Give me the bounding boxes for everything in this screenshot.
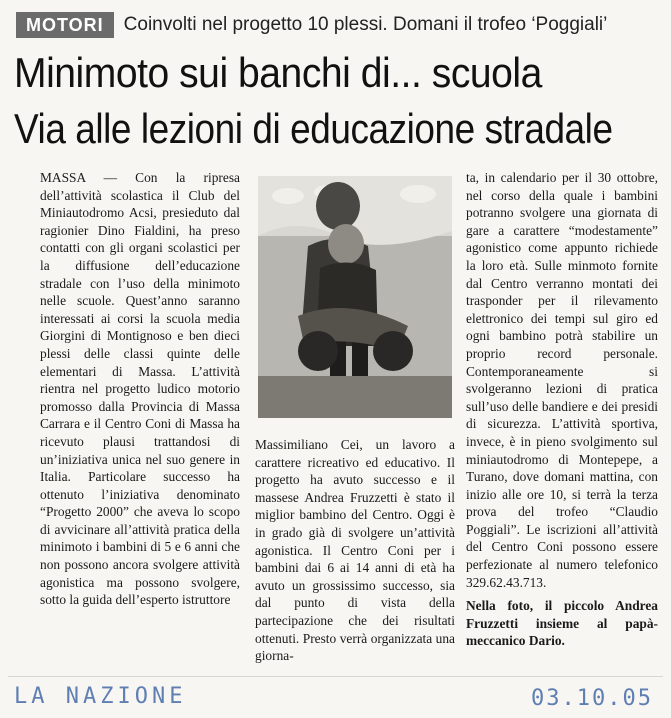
photo-image xyxy=(258,176,452,418)
column-1-text: MASSA — Con la ripresa dell’attività scolastica il Club del Miniautodromo Acsi, presieduto dal ragionier Dino Fialdini, ha preso contatti con gli organi scolastici per la diffusione dell’educazione stradale con l’uso della minimoto nelle scuole. Quest’anno saranno interessati ai corsi la scuola media Giorgini di Montignoso e ben dieci plessi delle classi quinte delle elementari di Massa. L’attività rientra nel progetto ludico motorio promosso dalla Provincia di Massa Carrara e il Centro Coni di Massa ha ricevuto plausi trattandosi di un’iniziativa unica nel suo genere in Italia. Particolare successo ha ottenuto l’iniziativa denominato “Progetto 2000” che aveva lo scopo di avvicinare all’attività pratica della minimoto i bambini di 5 e 6 anni che non possono ancora svolgere attività agonistica ma possono svolgere, sotto la guida dell’esperto istruttore xyxy=(40,170,240,608)
article-column-1 xyxy=(40,169,240,609)
kicker-text: Coinvolti nel progetto 10 plessi. Domani il trofeo ‘Poggiali’ xyxy=(123,14,608,35)
photo-caption: Nella foto, il piccolo Andrea Fruzzetti insieme al papà-meccanico Dario. xyxy=(466,598,658,649)
column-3-text: ta, in calendario per il 30 ottobre, nel corso della quale i bambini potranno svolgere una giornata di gare a carattere “modestamente” agonistico come appunto richiede la loro età. Sulle minmoto fornite dal Centro verranno montati dei trasponder per il rilevamento elettronico dei tempi sul giro ed ogni bambino potrà stabilire un proprio record personale. Contemporaneamente si svolgeranno lezioni di pratica sull’uso delle bandiere e dei presidi di sicurezza. L’attività sportiva, invece, è in pieno svolgimento sul miniautodromo di Montepepe, a Turano, dove domani mattina, con inizio alle ore 10, si terrà la terza prova del trofeo “Claudio Poggiali”. Le iscrizioni all’attività del Centro Coni possono essere perfezionate al numero telefonico 329.62.43.713. xyxy=(466,170,658,590)
column-2-text: Massimiliano Cei, un lavoro a carattere ricreativo ed educativo. Il progetto ha avuto successo e il massese Andrea Fruzzetti è stato il miglior bambino del Centro. Oggi è in grado già di svolgere un’attività agonistica. Il Centro Coni per i bambini dai 6 ai 14 anni di età ha avuto un grossissimo successo, sia dal punto di vista della partecipazione che dei risultati ottenuti. Presto verrà organizzata una giorna- xyxy=(255,437,455,664)
kicker-row xyxy=(16,12,666,38)
article-column-3 xyxy=(466,169,658,650)
date-stamp: 03.10.05 xyxy=(531,686,653,711)
section-tag: MOTORI xyxy=(16,12,114,38)
footer-divider xyxy=(8,676,663,677)
newspaper-masthead-stamp: LA NAZIONE xyxy=(14,684,187,709)
article-photo xyxy=(258,176,452,418)
headline-line-2: Via alle lezioni di educazione stradale xyxy=(14,105,613,152)
article-column-2 xyxy=(255,436,455,665)
headline-line-1: Minimoto sui banchi di... scuola xyxy=(14,49,542,96)
